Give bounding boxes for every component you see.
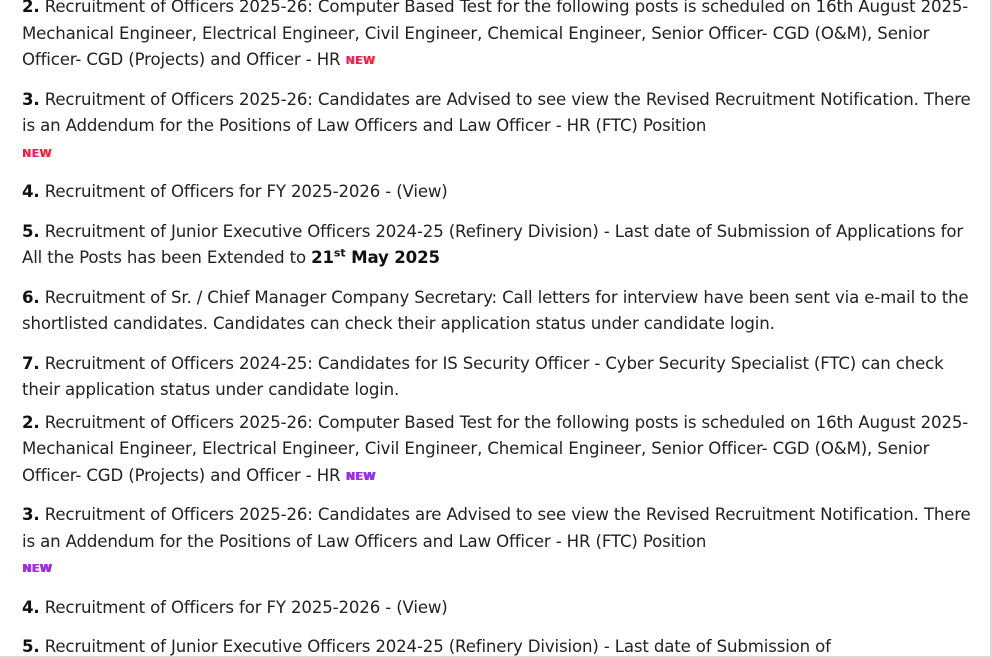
list-item[interactable] — [22, 595, 972, 622]
list-item[interactable] — [22, 634, 972, 658]
deadline-day-suffix: st — [333, 246, 346, 260]
item-text[interactable]: Recruitment of Officers 2025-26: Computer Based Test for the following posts is scheduled on 16th August 2025- Mechanical Engineer, Electrical Engineer, Civil Engineer, Chemical Engineer, Senior Officer- CGD (O&M), Senior Officer- CGD (Projects) and Officer - HR — [22, 412, 969, 485]
new-badge: NEW — [345, 54, 376, 67]
item-number: 4. — [22, 182, 40, 201]
list-item[interactable] — [22, 502, 972, 582]
item-number: 7. — [22, 353, 40, 373]
item-text[interactable]: Recruitment of Officers 2025-26: Computer Based Test for the following posts is scheduled on 16th August 2025- Mechanical Engineer, Electrical Engineer, Civil Engineer, Chemical Engineer, Senior Officer- CGD (O&M), Senior Officer- CGD (Projects) and Officer - HR — [22, 0, 969, 69]
list-item[interactable] — [22, 179, 972, 206]
new-badge: NEW — [22, 146, 52, 160]
item-text[interactable]: Recruitment of Officers 2025-26: Candidates are Advised to see view the Revised Recruitment Notification. There is an Addendum for the Positions of Law Officers and Law Officer - HR (FTC) Position — [22, 505, 971, 551]
list-item[interactable] — [22, 219, 972, 272]
item-number: 5. — [22, 637, 40, 656]
list-item[interactable] — [22, 285, 972, 338]
item-text[interactable]: Recruitment of Officers for FY 2025-2026 - (View) — [44, 597, 448, 617]
item-text[interactable]: Recruitment of Sr. / Chief Manager Company Secretary: Call letters for interview have been sent via e-mail to the shortlisted candidates. Candidates can check their application status under candidate login. — [22, 287, 969, 333]
list-item[interactable] — [22, 0, 972, 74]
item-number: 5. — [22, 221, 40, 241]
new-badge: NEW — [22, 562, 52, 575]
list-item[interactable] — [22, 351, 972, 404]
list-item[interactable] — [22, 410, 972, 490]
item-number: 3. — [22, 505, 40, 524]
item-text[interactable]: Recruitment of Officers 2024-25: Candidates for IS Security Officer - Cyber Security Specialist (FTC) can check their application status under candidate login. — [22, 353, 944, 399]
deadline-day: 21 — [311, 248, 334, 267]
item-number: 6. — [22, 287, 40, 307]
list-item[interactable] — [22, 87, 972, 167]
item-number: 2. — [22, 0, 40, 16]
item-text[interactable]: Recruitment of Officers for FY 2025-2026 - (View) — [44, 182, 448, 201]
deadline-date — [311, 248, 440, 267]
item-text[interactable]: Recruitment of Officers 2025-26: Candidates are Advised to see view the Revised Recruitment Notification. There is an Addendum for the Positions of Law Officers and Law Officer - HR (FTC) Position — [22, 89, 971, 135]
new-badge: NEW — [345, 469, 376, 483]
item-number: 3. — [22, 89, 40, 109]
deadline-month-year: May 2025 — [351, 248, 440, 267]
announcement-list — [22, 0, 972, 658]
item-text[interactable]: Recruitment of Junior Executive Officers 2024-25 (Refinery Division) - Last date of Submission of — [44, 637, 831, 656]
item-text[interactable]: Recruitment of Junior Executive Officers 2024-25 (Refinery Division) - Last date of Submission of Applications for All the Posts has been Extended to — [22, 221, 964, 267]
item-number: 2. — [22, 412, 40, 432]
item-number: 4. — [22, 597, 40, 617]
